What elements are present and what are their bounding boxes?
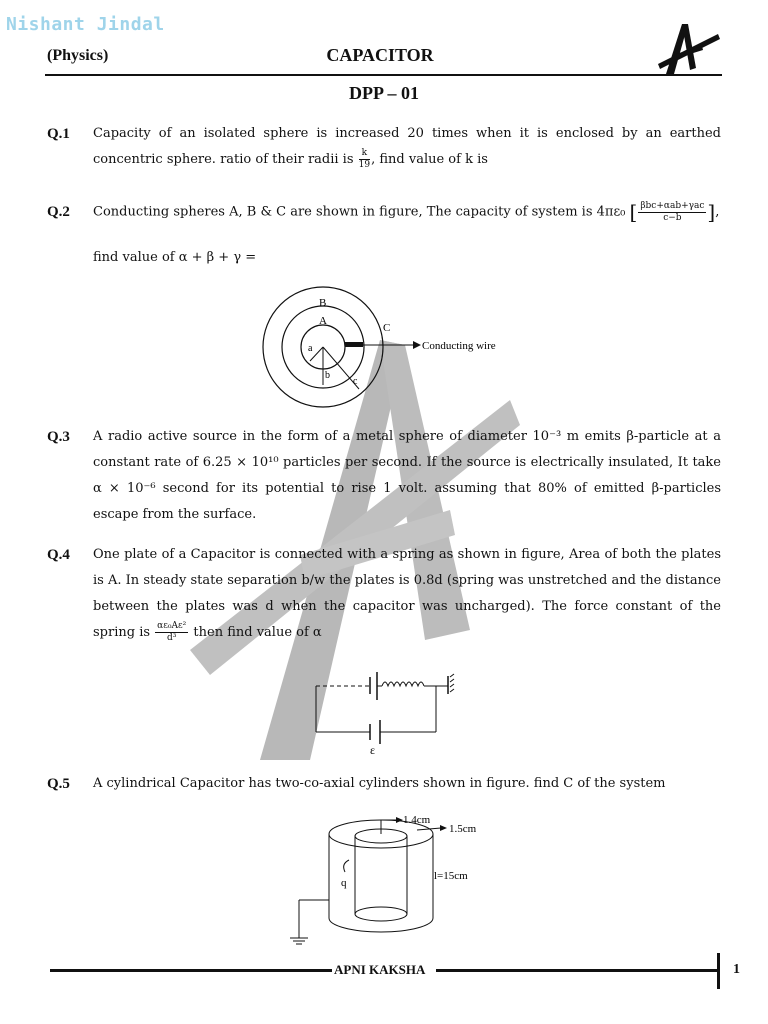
q2-text-c: find value of α + β + γ = bbox=[93, 250, 257, 265]
fig-label-rc: c bbox=[353, 376, 358, 387]
subject-label: (Physics) bbox=[47, 47, 109, 64]
q2-frac-den: c−b bbox=[663, 212, 682, 223]
q3-number: Q.3 bbox=[47, 429, 70, 445]
q5-number: Q.5 bbox=[47, 776, 70, 792]
q4-number: Q.4 bbox=[47, 547, 70, 563]
q1-frac-num: k bbox=[359, 148, 370, 160]
page-number: 1 bbox=[733, 962, 740, 977]
q4-text bbox=[93, 542, 721, 646]
watermark-name: Nishant Jindal bbox=[6, 14, 165, 35]
page-title: CAPACITOR bbox=[326, 45, 434, 65]
q5-cylinder-figure bbox=[285, 810, 485, 950]
q4-text-b: then find value of α bbox=[189, 625, 322, 640]
q4-fraction bbox=[155, 621, 188, 644]
q1-frac-den: 19 bbox=[358, 160, 371, 170]
q5-text: A cylindrical Capacitor has two-co-axial cylinders shown in figure. find C of the system bbox=[93, 776, 666, 791]
fig-r2-label: 1.5cm bbox=[449, 823, 477, 835]
fig-wire-label: Conducting wire bbox=[422, 340, 496, 352]
q4-text-a: One plate of a Capacitor is connected with a spring as shown in figure, Area of both the plates is A. In steady state separation b/w the plates is 0.8d (spring was unstretched and the distance between the plates was d when the capacitor was uncharged). The force constant of the spring is bbox=[93, 547, 721, 640]
dpp-title: DPP – 01 bbox=[349, 83, 419, 103]
q2-text-a: Conducting spheres A, B & C are shown in figure, The capacity of system is 4πε₀ bbox=[93, 204, 630, 220]
q4-circuit-figure bbox=[310, 672, 470, 757]
q1-text bbox=[93, 121, 721, 173]
footer-bar bbox=[717, 953, 720, 989]
q2-frac-num: βbc+αab+γac bbox=[640, 200, 705, 211]
q1-text-b: , find value of k is bbox=[371, 152, 488, 167]
footer-line-right bbox=[436, 969, 718, 972]
q1-fraction bbox=[359, 148, 370, 171]
q2-text-b: , bbox=[715, 204, 720, 220]
fig-emf-label: ε bbox=[370, 743, 376, 757]
q4-frac-num: αε₀Aε² bbox=[157, 621, 187, 631]
footer-line-left bbox=[50, 969, 332, 972]
q4-frac-den: d³ bbox=[167, 633, 177, 643]
fig-label-a: A bbox=[319, 315, 327, 327]
fig-r1-label: 1.4cm bbox=[403, 814, 431, 826]
q3-text: A radio active source in the form of a metal sphere of diameter 10⁻³ m emits β-particle at a constant rate of 6.25 × 10¹⁰ particles per second. If the source is electrically insulated, It take α × 10⁻⁶ second for its potential to rise 1 volt. assuming that 80% of emitted β-particles escape from the surface. bbox=[93, 429, 721, 522]
fig-label-ra: a bbox=[308, 343, 313, 354]
fig-label-rb: b bbox=[325, 370, 330, 381]
fig-label-b: B bbox=[319, 297, 327, 309]
q2-number: Q.2 bbox=[47, 204, 70, 220]
fig-label-c: C bbox=[383, 322, 391, 334]
fig-q-label: q bbox=[341, 877, 347, 889]
q2-fraction bbox=[638, 201, 706, 224]
q2-text: Conducting spheres A, B & C are shown in figure, The capacity of system is 4πε₀ [ $\frac{\text{βbc+αab+γac}}{c-b}$ ], bbox=[93, 200, 720, 224]
footer-brand: APNI KAKSHA bbox=[334, 962, 426, 977]
fig-len-label: l=15cm bbox=[434, 870, 468, 882]
q2-spheres-figure bbox=[255, 285, 525, 410]
brand-logo-icon bbox=[652, 20, 724, 76]
q1-number: Q.1 bbox=[47, 126, 70, 142]
header-divider bbox=[45, 74, 722, 76]
q1-text-a: Capacity of an isolated sphere is increased 20 times when it is enclosed by an earthed concentric sphere. ratio of their radii is bbox=[93, 126, 721, 167]
